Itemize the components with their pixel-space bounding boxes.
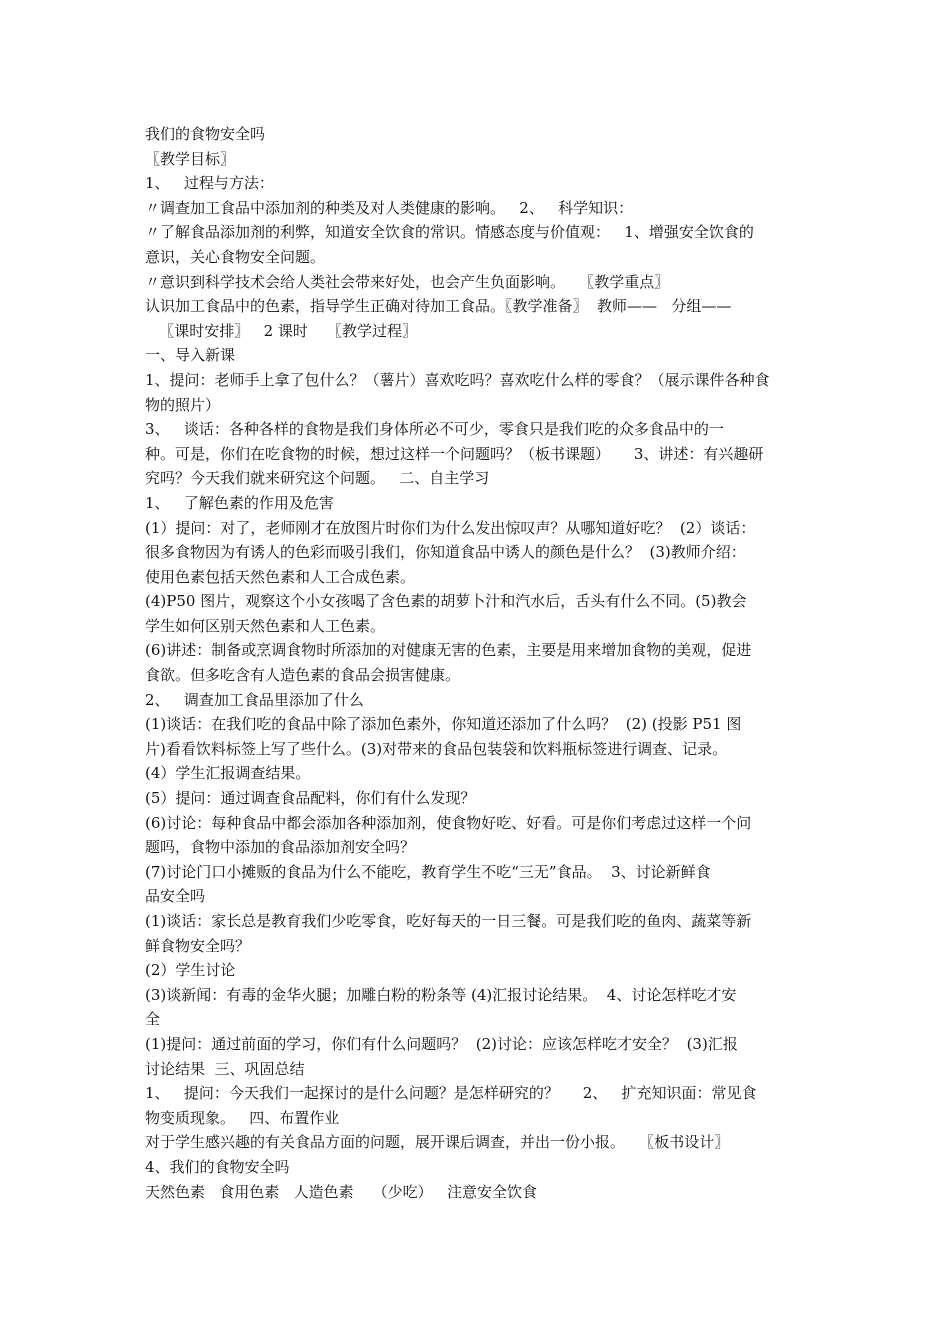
text-line: 究吗？今天我们就来研究这个问题。 二、自主学习 — [145, 469, 490, 488]
text-line: 题吗，食物中添加的食品添加剂安全吗？ — [145, 838, 416, 857]
text-line: 意识，关心食物安全问题。 — [145, 247, 326, 266]
text-line: 〃调查加工食品中添加剂的种类及对人类健康的影响。 2、 科学知识： — [145, 198, 634, 217]
text-line: 物变质现象。 四、布置作业 — [145, 1108, 340, 1127]
text-line: 天然色素 食用色素 人造色素 （少吃） 注意安全饮食 — [145, 1182, 537, 1201]
text-line: 〖课时安排〗 2 课时 〖教学过程〗 — [145, 321, 417, 340]
text-line: (4）学生汇报调查结果。 — [145, 764, 311, 783]
text-line: 物的照片） — [145, 395, 221, 414]
text-line: 4、我们的食物安全吗 — [145, 1157, 290, 1176]
text-line: 片)看看饮料标签上写了些什么。(3)对带来的食品包装袋和饮料瓶标签进行调查、记录。 — [145, 739, 728, 758]
text-line: (5）提问：通过调查食品配料，你们有什么发现？ — [145, 789, 476, 808]
text-line: (1）提问：对了，老师刚才在放图片时你们为什么发出惊叹声？从哪知道好吃？ (2）谈话： — [145, 518, 756, 537]
text-line: 1、 了解色素的作用及危害 — [145, 493, 334, 512]
text-line: (6)讲述：制备或烹调食物时所添加的对健康无害的色素，主要是用来增加食物的美观，促进 — [145, 641, 752, 660]
text-line: (4)P50 图片，观察这个小女孩喝了含色素的胡萝卜汁和汽水后，舌头有什么不同。(5)教会 — [145, 592, 747, 611]
text-line: 一、导入新课 — [145, 346, 236, 365]
text-line: (6)讨论：每种食品中都会添加各种添加剂，使食物好吃、好看。可是你们考虑过这样一个问 — [145, 813, 752, 832]
text-line: (2）学生讨论 — [145, 961, 236, 980]
text-line: 食欲。但多吃含有人造色素的食品会损害健康。 — [145, 666, 461, 685]
text-line: 讨论结果 三、巩固总结 — [145, 1059, 305, 1078]
text-line: (1)谈话：家长总是教育我们少吃零食，吃好每天的一日三餐。可是我们吃的鱼肉、蔬菜等新 — [145, 912, 752, 930]
text-line: (1)提问：通过前面的学习，你们有什么问题吗？ (2)讨论：应该怎样吃才安全？ (3)汇报 — [145, 1034, 738, 1053]
document-body — [145, 122, 810, 1204]
text-line: (3)谈新闻：有毒的金华火腿；加雕白粉的粉条等 (4)汇报讨论结果。 4、讨论怎样吃才安 — [145, 985, 737, 1004]
text-line: 1、 过程与方法： — [145, 174, 274, 193]
text-line: 品安全吗 — [145, 887, 206, 906]
text-line: 1、提问：老师手上拿了包什么？（薯片）喜欢吃吗？喜欢吃什么样的零食？（展示课件各种食 — [145, 370, 770, 389]
text-line: 鲜食物安全吗？ — [145, 936, 251, 955]
text-line: 很多食物因为有诱人的色彩而吸引我们，你知道食品中诱人的颜色是什么？ (3)教师介绍： — [145, 543, 746, 562]
text-line: 1、 提问：今天我们一起探讨的是什么问题？是怎样研究的？ 2、 扩充知识面：常见食 — [145, 1084, 757, 1103]
text-line: (7)讨论门口小摊贩的食品为什么不能吃，教育学生不吃“三无”食品。 3、讨论新鲜食 — [145, 862, 711, 881]
text-line: 对于学生感兴趣的有关食品方面的问题，展开课后调查，并出一份小报。 〖板书设计〗 — [145, 1133, 730, 1152]
text-line: (1)谈话：在我们吃的食品中除了添加色素外，你知道还添加了什么吗？ (2) (投影 P51 图 — [145, 715, 742, 734]
text-line: 种。可是，你们在吃食物的时候，想过这样一个问题吗？（板书课题） 3、讲述：有兴趣研 — [145, 444, 764, 463]
text-line: 2、 调查加工食品里添加了什么 — [145, 690, 364, 709]
text-line: 使用色素包括天然色素和人工合成色素。 — [145, 567, 416, 586]
text-line: 〃意识到科学技术会给人类社会带来好处，也会产生负面影响。 〖教学重点〗 — [145, 272, 670, 291]
text-line: 〖教学目标〗 — [145, 149, 236, 168]
text-line: 认识加工食品中的色素，指导学生正确对待加工食品。〖教学准备〗 教师—— 分组—— — [145, 297, 732, 316]
text-line: 我们的食物安全吗 — [145, 125, 266, 143]
text-line: 〃了解食品添加剂的利弊，知道安全饮食的常识。情感态度与价值观： 1、增强安全饮食的 — [145, 223, 754, 242]
text-line: 全 — [145, 1010, 161, 1029]
text-line: 学生如何区别天然色素和人工色素。 — [145, 616, 386, 635]
text-line: 3、 谈话：各种各样的食物是我们身体所必不可少，零食只是我们吃的众多食品中的一 — [145, 420, 724, 439]
